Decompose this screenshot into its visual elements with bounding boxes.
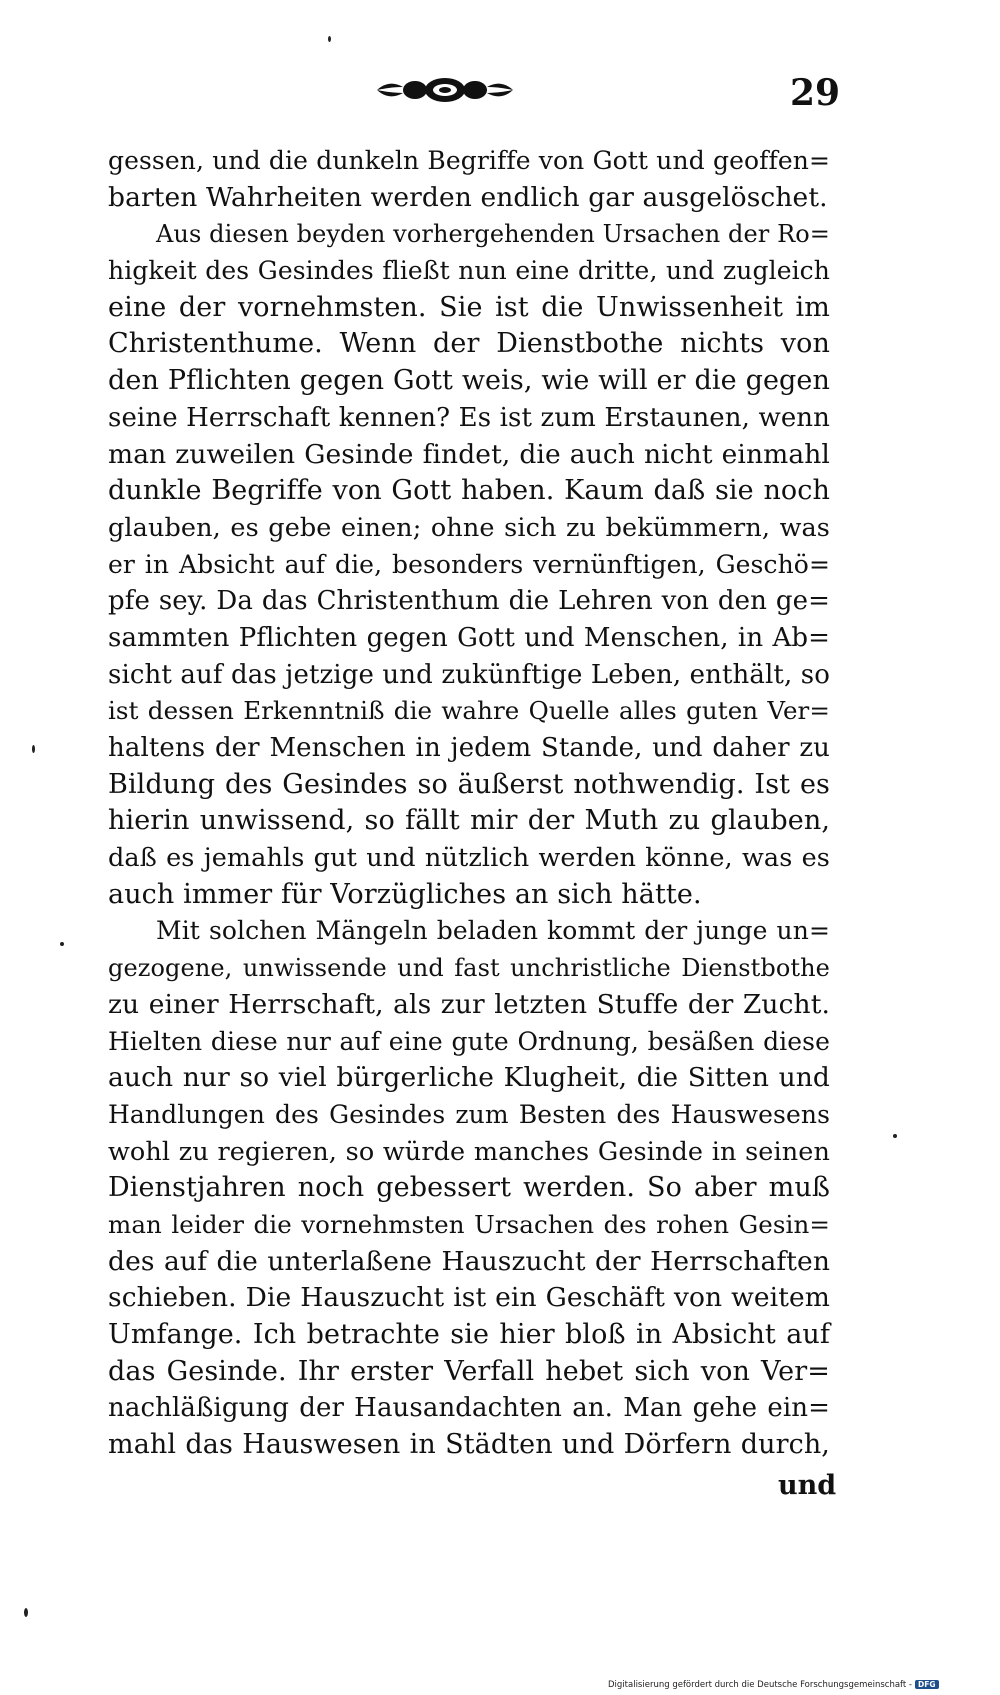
text-line: man zuweilen Gesinde findet, die auch nicht einmahl (108, 438, 830, 470)
text-line: mahl das Hauswesen in Städten und Dörfern durch, (108, 1429, 830, 1461)
text-line: ist dessen Erkenntniß die wahre Quelle alles guten Ver= (108, 696, 830, 726)
catchword: und (778, 1470, 837, 1501)
text-line: gessen, und die dunkeln Begriffe von Gott und geoffen= (108, 146, 830, 175)
dfg-logo: DFG (915, 1680, 939, 1689)
text-line: Bildung des Gesindes so äußerst nothwendig. Ist es (108, 768, 830, 800)
text-line: schieben. Die Hauszucht ist ein Geschäft von weitem (108, 1282, 830, 1314)
printer-ornament-icon (375, 73, 515, 107)
text-line: man leider die vornehmsten Ursachen des rohen Gesin= (108, 1209, 830, 1239)
text-line: daß es jemahls gut und nützlich werden könne, was es (108, 843, 830, 874)
text-line: Aus diesen beyden vorhergehenden Ursachen der Ro= (156, 220, 831, 249)
text-line: sicht auf das jetzige und zukünftige Leben, enthält, so (108, 659, 830, 690)
scan-speck (24, 1608, 28, 1617)
text-line: Christenthume. Wenn der Dienstbothe nichts von (108, 328, 830, 360)
text-line: seine Herrschaft kennen? Es ist zum Erstaunen, wenn (108, 402, 830, 433)
text-line: Dienstjahren noch gebessert werden. So aber muß (108, 1172, 830, 1204)
scan-speck (893, 1134, 897, 1138)
text-line: das Gesinde. Ihr erster Verfall hebet sich von Ver= (108, 1355, 830, 1387)
page-number: 29 (790, 72, 841, 114)
text-line: pfe sey. Da das Christenthum die Lehren von den ge= (108, 586, 830, 617)
text-line: Handlungen des Gesindes zum Besten des Hauswesens (108, 1099, 830, 1129)
text-line: nachläßigung der Hausandachten an. Man gehe ein= (108, 1393, 830, 1424)
credit-text: Digitalisierung gefördert durch die Deutsche Forschungsgemeinschaft - (608, 1680, 912, 1690)
text-line: auch nur so viel bürgerliche Klugheit, die Sitten und (108, 1062, 830, 1094)
text-line: zu einer Herrschaft, als zur letzten Stuffe der Zucht. (108, 988, 830, 1020)
digitization-credit (608, 1680, 939, 1690)
body-text (108, 143, 830, 1464)
text-line: auch immer für Vorzügliches an sich hätte. (108, 878, 702, 910)
text-line: barten Wahrheiten werden endlich gar ausgelöschet. (108, 181, 828, 213)
text-line: glauben, es gebe einen; ohne sich zu bekümmern, was (108, 512, 830, 543)
text-line: gezogene, unwissende und fast unchristliche Dienstbothe (108, 954, 830, 983)
text-line: Umfange. Ich betrachte sie hier bloß in Absicht auf (108, 1319, 830, 1350)
text-line: Mit solchen Mängeln beladen kommt der junge un= (156, 916, 830, 946)
scan-speck (328, 36, 331, 42)
text-line: dunkle Begriffe von Gott haben. Kaum daß sie noch (108, 475, 830, 507)
text-line: haltens der Menschen in jedem Stande, und daher zu (108, 733, 830, 763)
text-line: des auf die unterlaßene Hauszucht der Herrschaften (108, 1245, 830, 1277)
scan-speck (60, 942, 64, 946)
text-line: hierin unwissend, so fällt mir der Muth zu glauben, (108, 805, 830, 837)
text-line: eine der vornehmsten. Sie ist die Unwissenheit im (108, 291, 830, 323)
text-line: er in Absicht auf die, besonders vernünftigen, Geschö= (108, 549, 830, 579)
text-line: den Pflichten gegen Gott weis, wie will er die gegen (108, 365, 830, 397)
text-line: Hielten diese nur auf eine gute Ordnung, besäßen diese (108, 1026, 830, 1056)
text-line: sammten Pflichten gegen Gott und Menschen, in Ab= (108, 622, 830, 653)
scan-speck (32, 745, 35, 753)
text-line: higkeit des Gesindes fließt nun eine dritte, und zugleich (108, 256, 830, 286)
text-line: wohl zu regieren, so würde manches Gesinde in seinen (108, 1136, 830, 1167)
